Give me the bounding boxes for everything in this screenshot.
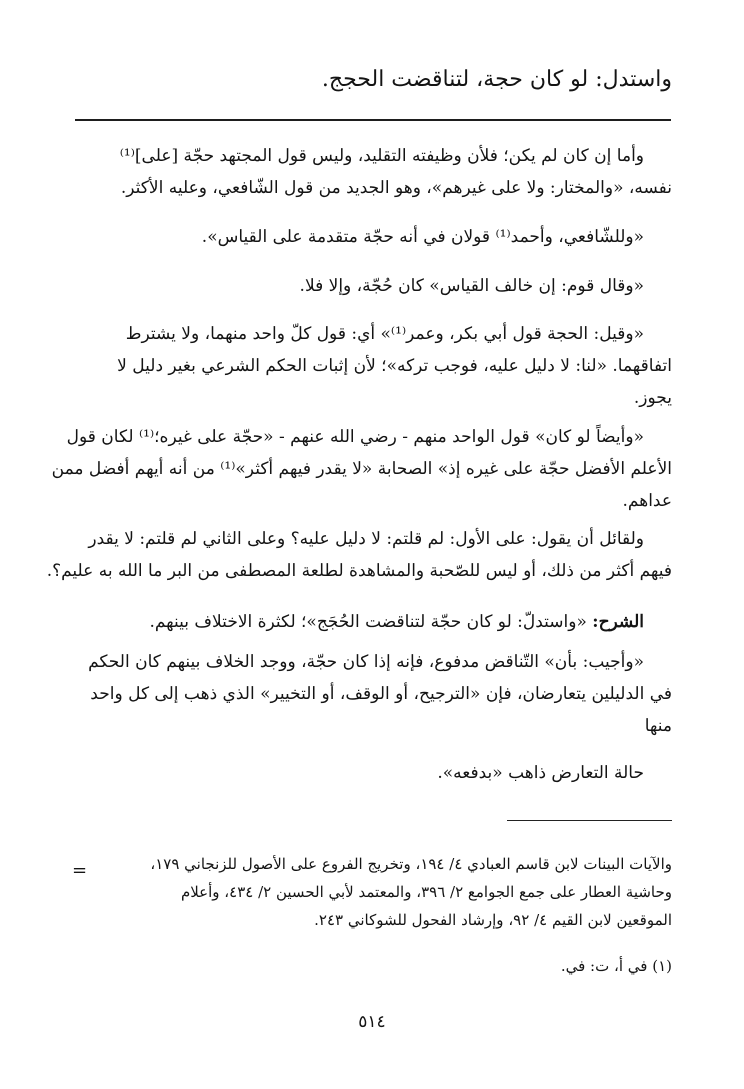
footnote-line: والآيات البينات لابن قاسم العبادي ٤/ ١٩٤، وتخريج الفروع على الأصول للزنجاني ١٧٩،: [150, 855, 672, 873]
text-line: اتفاقهما. «لنا: لا دليل عليه، فوجب تركه»؛ لأن إثبات الحكم الشرعي بغير دليل لا: [117, 356, 672, 376]
sharh-last-line: [69, 757, 672, 789]
text-line: «وأيضاً لو كان» قول الواحد منهم - رضي الله عنهم - «حجّة على غيره؛⁽¹⁾ لكان قول: [66, 427, 644, 447]
text-line: نفسه، «والمختار: ولا على غيرهم»، وهو الجديد من قول الشّافعي، وعليه الأكثر.: [120, 178, 672, 198]
paragraph-1: [69, 140, 672, 204]
sharh-heading-line: [69, 606, 672, 638]
text-line: الأعلم الأفضل حجّة على غيره إذ» الصحابة «لا يقدر فيهم أكثر»⁽¹⁾ من أنه أيهم أفضل ممن: [51, 459, 672, 479]
paragraph-4: [69, 318, 672, 414]
sharh-label: الشرح:: [592, 612, 644, 632]
text-line: في الدليلين يتعارضان، فإن «الترجيح، أو الوقف، أو التخيير» الذي ذهب إلى كل واحد: [90, 684, 672, 704]
text-line: عداهم.: [622, 491, 672, 511]
page-header-quote: واستدل: لو كان حجة، لتناقضت الحجج.: [321, 67, 672, 92]
paragraph-6: [46, 523, 672, 587]
footnote-line: الموقعين لابن القيم ٤/ ٩٢، وإرشاد الفحول للشوكاني ٢٤٣.: [314, 911, 672, 929]
footnote-continued: [82, 850, 672, 934]
text-line: فيهم أكثر من ذلك، أو ليس للصّحبة والمشاهدة لطلعة المصطفى من البر ما الله به عليم؟.: [46, 561, 672, 581]
text-line: يجوز.: [633, 388, 672, 408]
text-line: وأما إن كان لم يكن؛ فلأن وظيفته التقليد، وليس قول المجتهد حجّة [على]⁽¹⁾: [119, 146, 644, 166]
sharh-paragraph: [69, 646, 672, 742]
text-line: منها: [644, 716, 672, 736]
footnote-line: وحاشية العطار على جمع الجوامع ٢/ ٣٩٦، والمعتمد لأبي الحسين ٢/ ٤٣٤، وأعلام: [180, 883, 672, 901]
text-line: ولقائل أن يقول: على الأول: لم قلتم: لا دليل عليه؟ وعلى الثاني لم قلتم: لا يقدر: [88, 529, 644, 549]
sharh-text: «واستدلّ: لو كان حجّة لتناقضت الحُجَج»؛ لكثرة الاختلاف بينهم.: [149, 612, 587, 632]
text-line: «وللشّافعي، وأحمد⁽¹⁾ قولان في أنه حجّة متقدمة على القياس».: [201, 227, 644, 247]
text-line: «وأجيب: بأن» التّناقض مدفوع، فإنه إذا كان حجّة، ووجد الخلاف بينهم كان الحكم: [88, 652, 644, 672]
footnote-1: [72, 952, 672, 980]
header-rule: [75, 119, 671, 121]
paragraph-3: [69, 270, 672, 302]
page-number: ٥١٤: [358, 1012, 386, 1032]
footnote-line: (١) في أ، ت: في.: [560, 957, 672, 975]
text-line: «وقال قوم: إن خالف القياس» كان حُجّة، وإلا فلا.: [299, 276, 644, 296]
paragraph-5: [51, 421, 672, 517]
text-line: «وقيل: الحجة قول أبي بكر، وعمر⁽¹⁾» أي: قول كلّ واحد منهما، ولا يشترط: [125, 324, 644, 344]
text-line: حالة التعارض ذاهب «بدفعه».: [437, 763, 644, 783]
footnote-rule: [507, 820, 672, 821]
paragraph-2: [69, 221, 672, 253]
footnote-continuation-marker: =: [72, 860, 88, 881]
